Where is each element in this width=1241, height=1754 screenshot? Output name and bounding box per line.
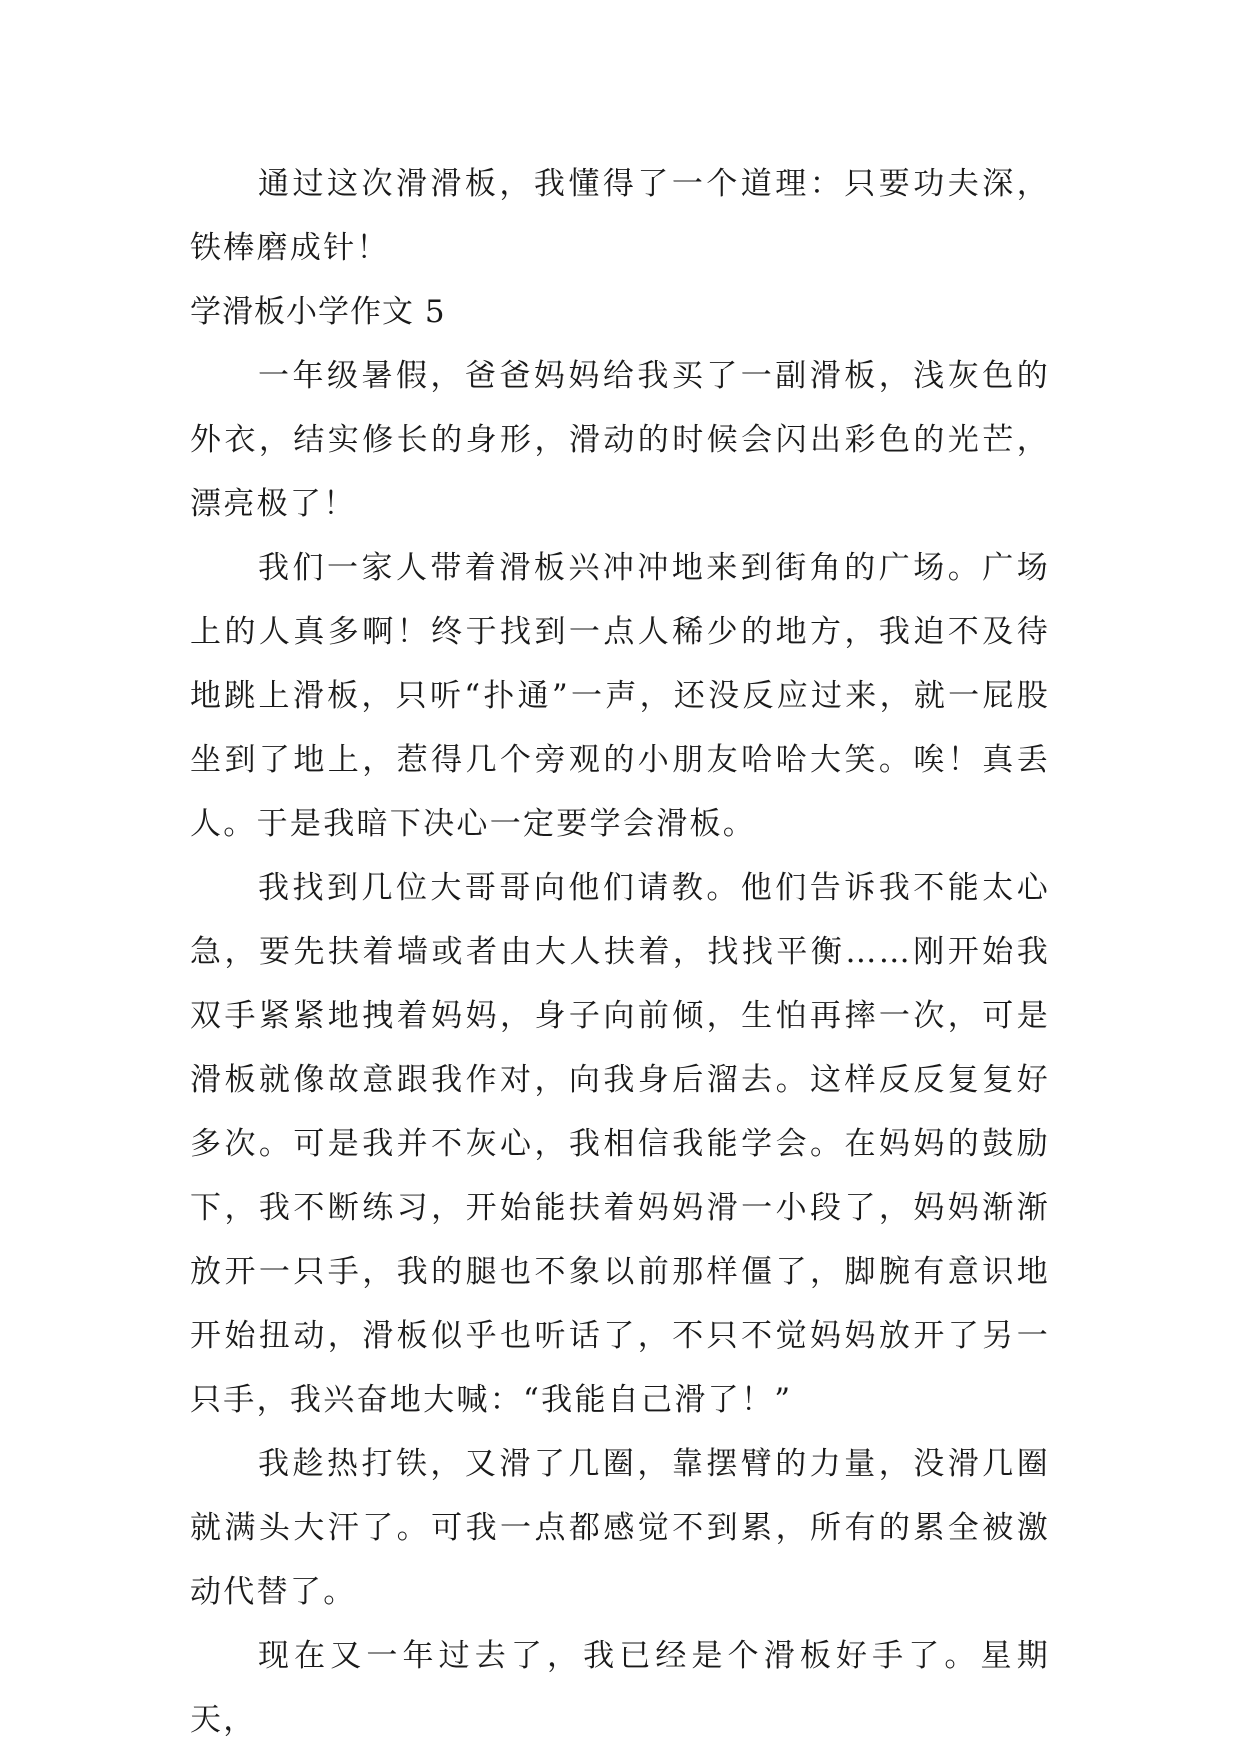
paragraph-conclusion: 通过这次滑滑板，我懂得了一个道理：只要功夫深，铁棒磨成针！ [190, 166, 1050, 266]
document-page [190, 152, 1050, 1752]
paragraph-1: 一年级暑假，爸爸妈妈给我买了一副滑板，浅灰色的外衣，结实修长的身形，滑动的时候会闪出彩色的光芒，漂亮极了！ [190, 358, 1050, 522]
paragraph-4: 我趁热打铁，又滑了几圈，靠摆臂的力量，没滑几圈就满头大汗了。可我一点都感觉不到累，所有的累全被激动代替了。 [190, 1446, 1050, 1610]
section-title: 学滑板小学作文 5 [190, 294, 446, 330]
paragraph-3: 我找到几位大哥哥向他们请教。他们告诉我不能太心急，要先扶着墙或者由大人扶着，找找平衡……刚开始我双手紧紧地拽着妈妈，身子向前倾，生怕再摔一次，可是滑板就像故意跟我作对，向我身后溜去。这样反反复复好多次。可是我并不灰心，我相信我能学会。在妈妈的鼓励下，我不断练习，开始能扶着妈妈滑一小段了，妈妈渐渐放开一只手，我的腿也不象以前那样僵了，脚腕有意识地开始扭动，滑板似乎也听话了，不只不觉妈妈放开了另一只手，我兴奋地大喊：“我能自己滑了！” [190, 870, 1050, 1418]
paragraph-2: 我们一家人带着滑板兴冲冲地来到街角的广场。广场上的人真多啊！终于找到一点人稀少的地方，我迫不及待地跳上滑板，只听“扑通”一声，还没反应过来，就一屁股坐到了地上，惹得几个旁观的小朋友哈哈大笑。唉！真丢人。于是我暗下决心一定要学会滑板。 [190, 550, 1050, 842]
paragraph-5: 现在又一年过去了，我已经是个滑板好手了。星期天， [190, 1638, 1050, 1738]
